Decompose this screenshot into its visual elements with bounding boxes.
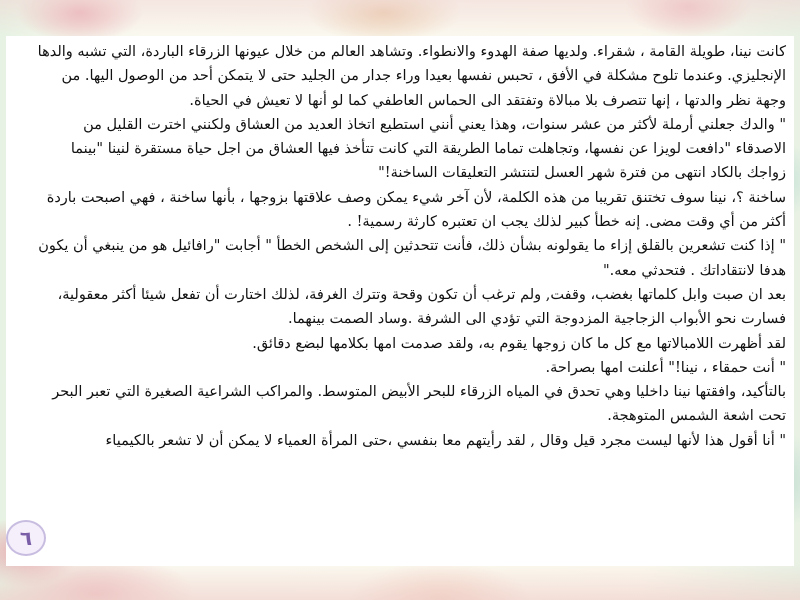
page-number-badge: ٦ [6, 520, 46, 556]
top-floral-border [0, 0, 800, 36]
paragraph: " إذا كنت تشعرين بالقلق إزاء ما يقولونه بشأن ذلك، فأنت تتحدثين إلى الشخص الخطأ " أجابت "رافائيل هو من ينبغي أن يكون هدفا لانتقاداتك . فتحدثي معه." [38, 238, 786, 279]
paragraph: بعد ان صبت وابل كلماتها بغضب، وقفت, ولم ترغب أن تكون وقحة وتترك الغرفة، لذلك اختارت أن تفعل شيئا أكثر معقولية، فسارت نحو الأبواب الزجاجية المزدوجة التي تؤدي الى الشرفة .وساد الصمت بينهما. [57, 286, 786, 328]
paragraph: ساخنة ؟، نينا سوف تختنق تقريبا من هذه الكلمة، لأن آخر شيء يمكن وصف علاقتها بزوجها ، بأنها ساخنة ، فهي اصبحت باردة أكثر من أي وقت مضى. إنه خطأ كبير لذلك يجب ان تعتبره كارثة رسمية! . [46, 189, 786, 231]
text-panel [6, 36, 794, 566]
bottom-floral-border [0, 564, 800, 600]
paragraph: " أنا أقول هذا لأنها ليست مجرد قيل وقال , لقد رأيتهم معا بنفسي ،حتى المرأة العمياء لا يمكن أن لا تشعر بالكيمياء [105, 432, 786, 449]
paragraph: بالتأكيد، وافقتها نينا داخليا وهي تحدق في المياه الزرقاء للبحر الأبيض المتوسط. والمراكب الشراعية الصغيرة التي تعبر البحر تحت اشعة الشمس المتوهجة. [52, 384, 786, 425]
paragraph: " والدك جعلني أرملة لأكثر من عشر سنوات، وهذا يعني أنني استطيع اتخاذ العديد من العشاق ولكنني اخترت القليل من الاصدقاء "دافعت لويزا عن نفسها، وتجاهلت تماما الطريقة التي كانت تتأخذ فيها العشاق من اجل حياة مستقرة لنينا "بينما زواجك بالكاد انتهى من فترة شهر العسل لتنتشر التعليقات الساخنة!" [70, 116, 786, 182]
paragraph: " أنت حمقاء ، نينا!" أعلنت امها بصراحة. [545, 359, 786, 376]
paragraph: لقد أظهرت اللامبالاتها مع كل ما كان زوجها يقوم به، ولقد صدمت امها بكلامها لبضع دقائق. [252, 335, 786, 352]
paragraph: كانت نينا، طويلة القامة ، شقراء. ولديها صفة الهدوء والانطواء. وتشاهد العالم من خلال عيونها الزرقاء الباردة، التي تشبه والدها الإنجليزي. وعندما تلوح مشكلة في الأفق ، تحبس نفسها بعيدا وراء جدار من الجليد حتى لا يتمكن أحد من الوصول اليها. من وجهة نظر والدتها ، إنها تتصرف بلا مبالاة وتفتقد الى الحماس العاطفي كما لو أنها لا تعيش في الحياة. [37, 44, 786, 109]
